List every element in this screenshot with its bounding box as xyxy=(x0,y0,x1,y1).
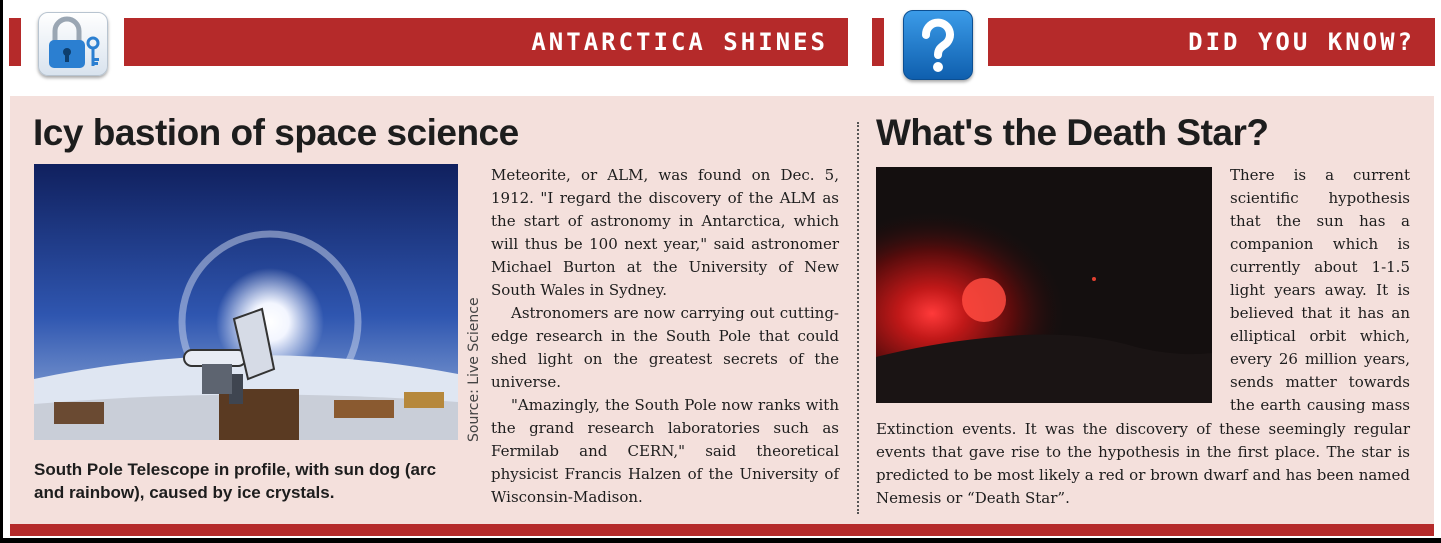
footer-bar xyxy=(10,524,1434,536)
red-star-photo xyxy=(876,167,1212,403)
photo-source-credit: Source: Live Science xyxy=(466,297,482,442)
headline-right: What's the Death Star? xyxy=(876,112,1269,153)
banner-right-title: DID YOU KNOW? xyxy=(1188,28,1415,56)
article-left-paragraph: Astronomers are now carrying out cutting-edge research in the South Pole that could shed light on the greatest secrets of the universe. xyxy=(491,304,839,391)
article-right-wrap: There is a current scientific hypothesis that the sun has a companion which is currently about 1-1.5 light years away. It is believed that it has an elliptical orbit which, every 26 million years, sends matter towards the earth causing mass xyxy=(1230,166,1410,414)
banner-left xyxy=(124,18,848,66)
header-stub-right xyxy=(872,18,884,66)
page-edge-bottom xyxy=(0,538,1441,543)
padlock-key-icon xyxy=(38,12,108,76)
article-left-paragraph: "Amazingly, the South Pole now ranks with the grand research laboratories such as Fermilab and CERN," said theoretical physicist Francis Halzen of the University of Wisconsin-Madison. xyxy=(491,396,839,506)
banner-right xyxy=(988,18,1435,66)
page-edge-left xyxy=(0,0,3,543)
article-right-body: Extinction events. It was the discovery of these seemingly regular events that gave rise to the hypothesis in the first place. The star is predicted to be most likely a red or brown dwarf and has been named Nemesis or “Death Star”. xyxy=(876,420,1410,507)
photo-caption-left: South Pole Telescope in profile, with sun dog (arc and rainbow), caused by ice crystals. xyxy=(34,460,437,502)
headline-left: Icy bastion of space science xyxy=(33,112,519,153)
article-left-paragraph: Meteorite, or ALM, was found on Dec. 5, 1912. "I regard the discovery of the ALM as the start of astronomy in Antarctica, which will thus be 100 next year," said astronomer Michael Burton at the University of New South Wales in Sydney. xyxy=(491,166,839,299)
header-stub-left xyxy=(9,18,21,66)
banner-left-title: ANTARCTICA SHINES xyxy=(531,28,828,56)
question-mark-icon xyxy=(903,10,973,80)
article-left-body xyxy=(491,164,839,509)
column-divider xyxy=(857,122,859,514)
south-pole-telescope-photo xyxy=(34,164,458,440)
